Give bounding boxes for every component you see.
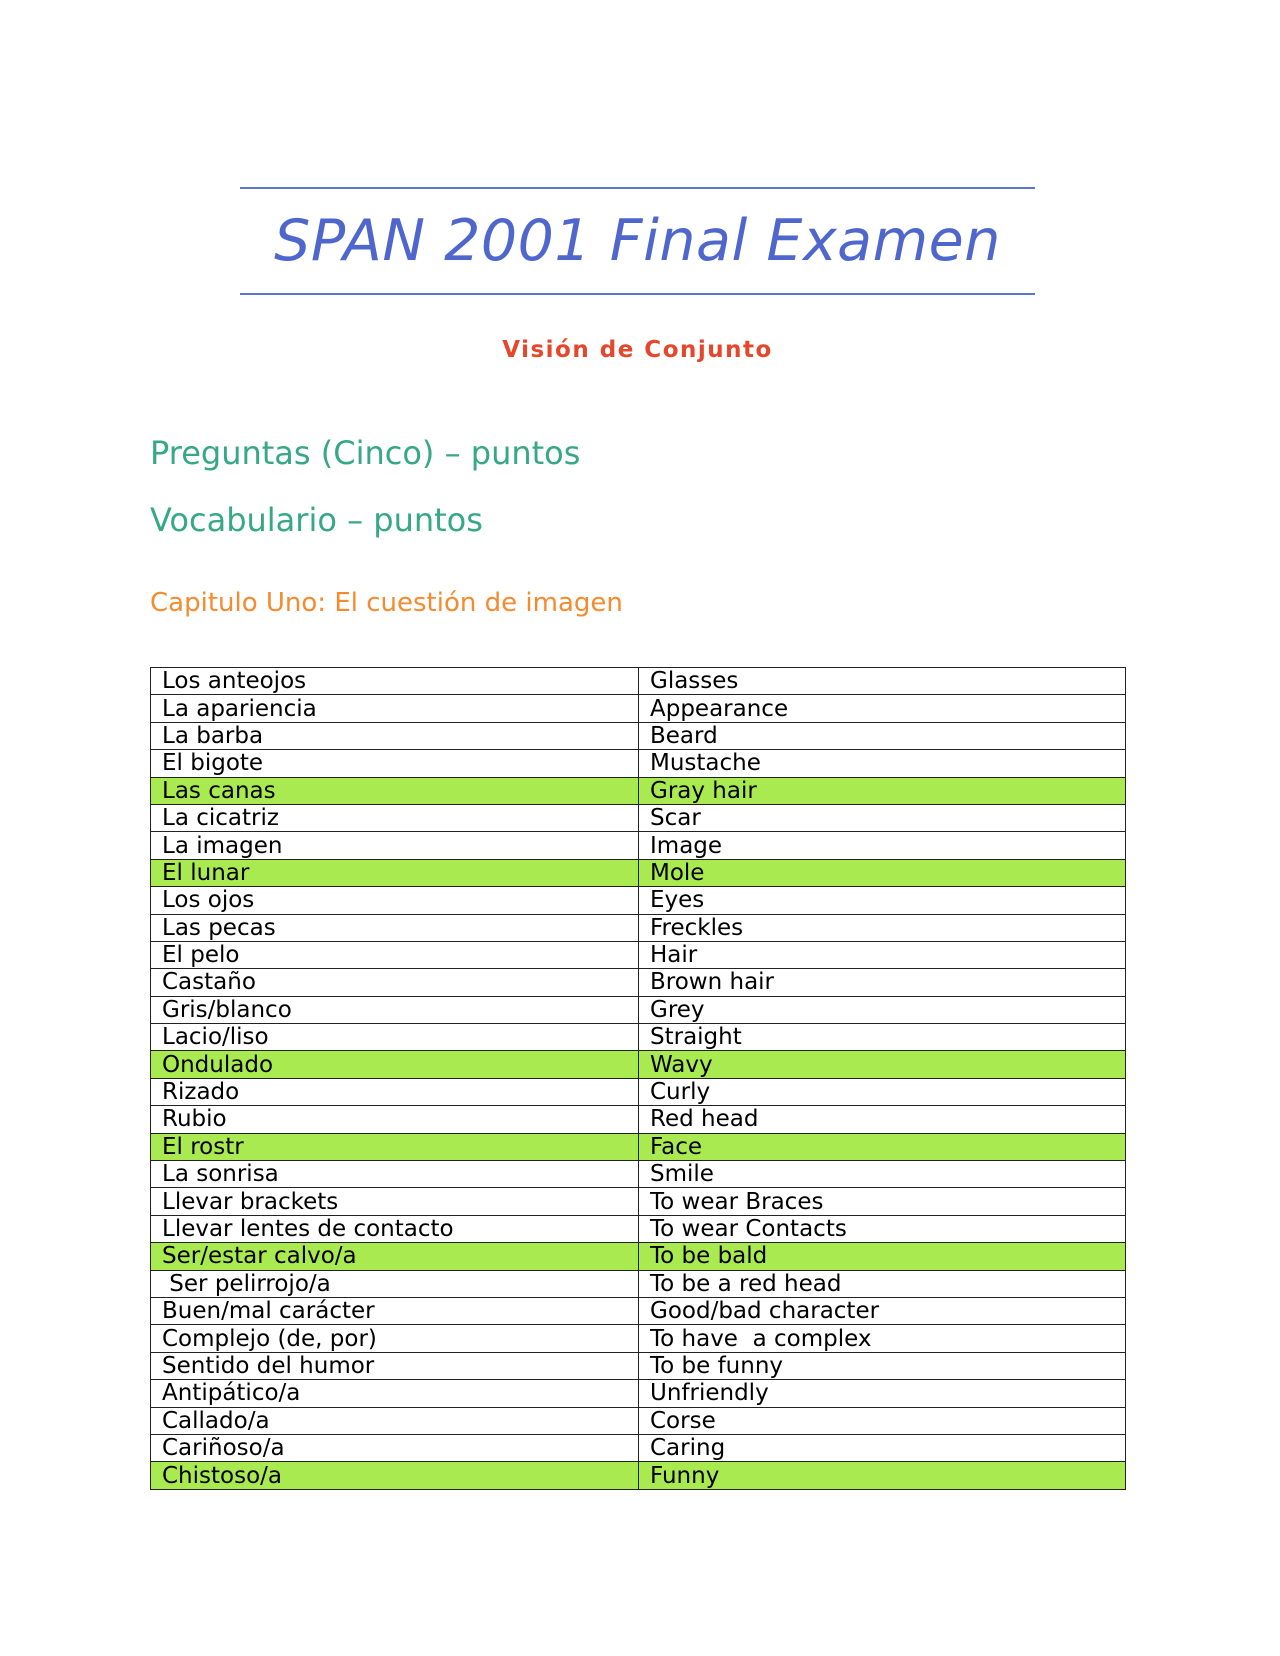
spanish-term: Antipático/a — [151, 1380, 639, 1407]
table-row — [151, 668, 1126, 695]
english-translation: To have a complex — [639, 1325, 1126, 1352]
english-translation: Straight — [639, 1024, 1126, 1051]
english-translation: Good/bad character — [639, 1297, 1126, 1324]
table-row — [151, 887, 1126, 914]
english-translation: Scar — [639, 804, 1126, 831]
spanish-term: Los ojos — [151, 887, 639, 914]
table-row — [151, 1051, 1126, 1078]
table-row — [151, 1161, 1126, 1188]
table-row — [151, 1106, 1126, 1133]
english-translation: Gray hair — [639, 777, 1126, 804]
english-translation: Wavy — [639, 1051, 1126, 1078]
table-row — [151, 695, 1126, 722]
english-translation: To wear Braces — [639, 1188, 1126, 1215]
vocabulary-table — [150, 667, 1126, 1490]
spanish-term: El lunar — [151, 859, 639, 886]
spanish-term: Gris/blanco — [151, 996, 639, 1023]
table-row — [151, 1407, 1126, 1434]
table-row — [151, 996, 1126, 1023]
spanish-term: La barba — [151, 722, 639, 749]
title-block — [240, 187, 1035, 295]
spanish-term: Ser/estar calvo/a — [151, 1243, 639, 1270]
spanish-term: Chistoso/a — [151, 1462, 639, 1489]
table-row — [151, 1078, 1126, 1105]
english-translation: Appearance — [639, 695, 1126, 722]
spanish-term: El bigote — [151, 750, 639, 777]
table-row — [151, 1270, 1126, 1297]
english-translation: To wear Contacts — [639, 1215, 1126, 1242]
english-translation: Caring — [639, 1434, 1126, 1461]
spanish-term: La apariencia — [151, 695, 639, 722]
spanish-term: Ser pelirrojo/a — [151, 1270, 639, 1297]
spanish-term: Las pecas — [151, 914, 639, 941]
spanish-term: La sonrisa — [151, 1161, 639, 1188]
english-translation: Funny — [639, 1462, 1126, 1489]
english-translation: Mole — [639, 859, 1126, 886]
english-translation: Brown hair — [639, 969, 1126, 996]
spanish-term: El rostr — [151, 1133, 639, 1160]
spanish-term: Buen/mal carácter — [151, 1297, 639, 1324]
english-translation: Eyes — [639, 887, 1126, 914]
title-bottom-rule — [240, 293, 1035, 295]
english-translation: Beard — [639, 722, 1126, 749]
spanish-term: La imagen — [151, 832, 639, 859]
heading-vocabulario: Vocabulario – puntos — [150, 501, 483, 539]
english-translation: Image — [639, 832, 1126, 859]
spanish-term: Llevar lentes de contacto — [151, 1215, 639, 1242]
spanish-term: Cariñoso/a — [151, 1434, 639, 1461]
table-row — [151, 1434, 1126, 1461]
spanish-term: Sentido del humor — [151, 1352, 639, 1379]
table-row — [151, 750, 1126, 777]
spanish-term: La cicatriz — [151, 804, 639, 831]
table-row — [151, 941, 1126, 968]
table-row — [151, 1352, 1126, 1379]
english-translation: Smile — [639, 1161, 1126, 1188]
table-row — [151, 859, 1126, 886]
table-row — [151, 1243, 1126, 1270]
english-translation: Freckles — [639, 914, 1126, 941]
table-row — [151, 1215, 1126, 1242]
english-translation: To be funny — [639, 1352, 1126, 1379]
spanish-term: Llevar brackets — [151, 1188, 639, 1215]
table-row — [151, 722, 1126, 749]
heading-preguntas: Preguntas (Cinco) – puntos — [150, 434, 581, 472]
document-title: SPAN 2001 Final Examen — [274, 208, 1001, 274]
table-row — [151, 1462, 1126, 1489]
document-subtitle: Visión de Conjunto — [502, 337, 773, 363]
spanish-term: Lacio/liso — [151, 1024, 639, 1051]
spanish-term: Los anteojos — [151, 668, 639, 695]
english-translation: Face — [639, 1133, 1126, 1160]
spanish-term: Complejo (de, por) — [151, 1325, 639, 1352]
vocabulary-table-body — [151, 668, 1126, 1490]
english-translation: Corse — [639, 1407, 1126, 1434]
table-row — [151, 1133, 1126, 1160]
spanish-term: Rizado — [151, 1078, 639, 1105]
english-translation: Curly — [639, 1078, 1126, 1105]
english-translation: To be a red head — [639, 1270, 1126, 1297]
english-translation: Mustache — [639, 750, 1126, 777]
spanish-term: El pelo — [151, 941, 639, 968]
chapter-heading: Capitulo Uno: El cuestión de imagen — [150, 588, 623, 618]
table-row — [151, 1297, 1126, 1324]
table-row — [151, 1024, 1126, 1051]
table-row — [151, 914, 1126, 941]
english-translation: Red head — [639, 1106, 1126, 1133]
spanish-term: Callado/a — [151, 1407, 639, 1434]
table-row — [151, 1325, 1126, 1352]
table-row — [151, 804, 1126, 831]
english-translation: To be bald — [639, 1243, 1126, 1270]
english-translation: Unfriendly — [639, 1380, 1126, 1407]
table-row — [151, 969, 1126, 996]
table-row — [151, 832, 1126, 859]
table-row — [151, 1380, 1126, 1407]
table-row — [151, 777, 1126, 804]
table-row — [151, 1188, 1126, 1215]
spanish-term: Rubio — [151, 1106, 639, 1133]
english-translation: Grey — [639, 996, 1126, 1023]
english-translation: Hair — [639, 941, 1126, 968]
spanish-term: Las canas — [151, 777, 639, 804]
spanish-term: Castaño — [151, 969, 639, 996]
spanish-term: Ondulado — [151, 1051, 639, 1078]
english-translation: Glasses — [639, 668, 1126, 695]
